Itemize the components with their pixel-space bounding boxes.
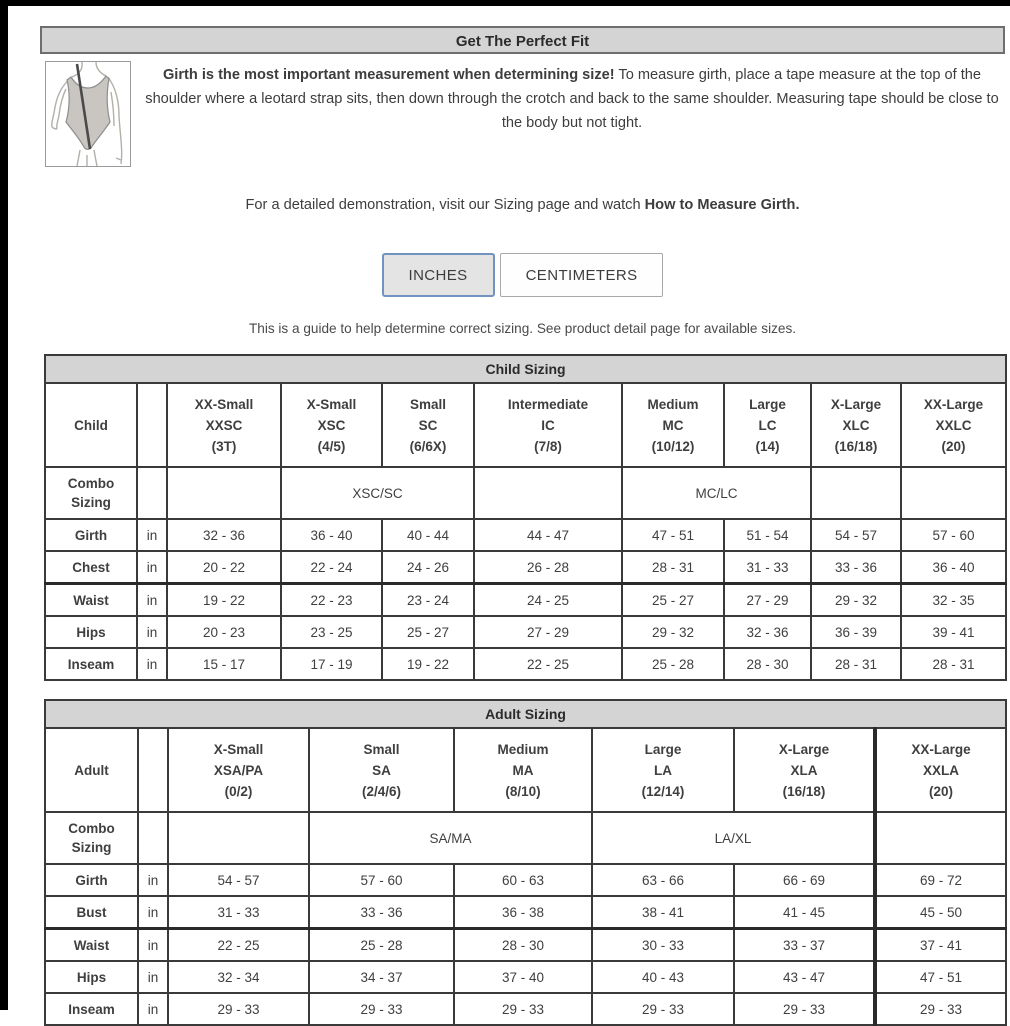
column-header-xsa-pa: [168, 728, 309, 812]
size-value: 24 - 26: [382, 551, 474, 584]
column-header-range: (2/4/6): [361, 783, 402, 799]
size-value: 66 - 69: [734, 864, 875, 896]
size-value: 33 - 36: [811, 551, 901, 584]
combo-blank: [167, 467, 281, 519]
size-value: 25 - 28: [309, 929, 454, 962]
size-value: 22 - 24: [281, 551, 382, 584]
size-value: 44 - 47: [474, 519, 622, 551]
demo-prefix: For a detailed demonstration, visit our Sizing page and watch: [245, 197, 645, 213]
size-value: 60 - 63: [454, 864, 592, 896]
column-header-code: SA: [372, 762, 391, 778]
size-value: 36 - 40: [281, 519, 382, 551]
size-value: 57 - 60: [309, 864, 454, 896]
size-value: 40 - 44: [382, 519, 474, 551]
size-value: 25 - 27: [382, 616, 474, 648]
size-value: 32 - 35: [901, 584, 1006, 617]
unit-cell: in: [138, 993, 168, 1025]
size-value: 29 - 33: [592, 993, 734, 1025]
combo-group-la-xl: LA/XL: [592, 812, 875, 864]
intro-text: [131, 61, 1005, 167]
unit-cell: in: [138, 961, 168, 993]
size-value: 34 - 37: [309, 961, 454, 993]
combo-unit-blank: [138, 812, 168, 864]
column-header-name: X-Large: [778, 741, 830, 757]
row-label-girth: Girth: [45, 864, 138, 896]
column-header-code: XLC: [842, 417, 870, 433]
size-value: 32 - 34: [168, 961, 309, 993]
column-header-xla: [734, 728, 875, 812]
size-value: 29 - 33: [168, 993, 309, 1025]
column-header-la: [592, 728, 734, 812]
combo-blank: [811, 467, 901, 519]
size-value: 47 - 51: [875, 961, 1006, 993]
column-header-ma: [454, 728, 592, 812]
size-value: 17 - 19: [281, 648, 382, 680]
column-header-range: (8/10): [505, 783, 541, 799]
size-value: 25 - 28: [622, 648, 724, 680]
column-header-range: (16/18): [782, 783, 826, 799]
size-value: 33 - 36: [309, 896, 454, 929]
column-header-name: Small: [363, 741, 400, 757]
size-value: 38 - 41: [592, 896, 734, 929]
column-header-code: LA: [654, 762, 672, 778]
size-value: 36 - 38: [454, 896, 592, 929]
column-header-range: (3T): [211, 438, 237, 454]
size-value: 37 - 41: [875, 929, 1006, 962]
unit-cell: in: [138, 864, 168, 896]
row-label-inseam: Inseam: [45, 648, 137, 680]
size-value: 28 - 31: [622, 551, 724, 584]
column-header-xxla: [875, 728, 1006, 812]
column-header-name: X-Large: [830, 396, 882, 412]
size-value: 69 - 72: [875, 864, 1006, 896]
page-content: [40, 26, 1006, 1026]
combo-unit-blank: [137, 467, 167, 519]
size-value: 54 - 57: [168, 864, 309, 896]
combo-group-sa-ma: SA/MA: [309, 812, 592, 864]
column-header-name: Small: [409, 396, 447, 412]
size-value: 28 - 31: [811, 648, 901, 680]
column-header-range: (0/2): [224, 783, 253, 799]
row-label-bust: Bust: [45, 896, 138, 929]
column-header-code: MC: [662, 417, 684, 433]
size-value: 31 - 33: [724, 551, 811, 584]
size-value: 19 - 22: [382, 648, 474, 680]
column-header-xxlc: [901, 383, 1006, 467]
size-value: 29 - 33: [309, 993, 454, 1025]
child-table-title: Child Sizing: [45, 355, 1006, 383]
column-header-lc: [724, 383, 811, 467]
unit-cell: in: [138, 896, 168, 929]
column-header-xxsc: [167, 383, 281, 467]
column-header-name: X-Small: [213, 741, 264, 757]
size-value: 29 - 33: [734, 993, 875, 1025]
size-value: 45 - 50: [875, 896, 1006, 929]
size-value: 36 - 39: [811, 616, 901, 648]
size-value: 23 - 24: [382, 584, 474, 617]
intro-body: To measure girth, place a tape measure at the top of the shoulder where a leotard strap sits, then down through the crotch and back to the same shoulder. Measuring tape should be close to the body but not tight.: [145, 67, 999, 131]
unit-cell: in: [138, 929, 168, 962]
size-value: 29 - 33: [875, 993, 1006, 1025]
size-value: 29 - 32: [622, 616, 724, 648]
size-value: 26 - 28: [474, 551, 622, 584]
column-header-range: (7/8): [534, 438, 562, 454]
size-value: 39 - 41: [901, 616, 1006, 648]
inches-button[interactable]: INCHES: [382, 253, 495, 297]
column-header-mc: [622, 383, 724, 467]
column-header-code: XSC: [317, 417, 346, 433]
unit-header-blank: [137, 383, 167, 467]
size-value: 30 - 33: [592, 929, 734, 962]
size-value: 37 - 40: [454, 961, 592, 993]
row-label-waist: Waist: [45, 584, 137, 617]
size-value: 28 - 31: [901, 648, 1006, 680]
column-header-xsc: [281, 383, 382, 467]
column-header-name: Intermediate: [507, 396, 589, 412]
column-header-sa: [309, 728, 454, 812]
row-label-hips: Hips: [45, 616, 137, 648]
adult-label: Adult: [45, 728, 138, 812]
size-value: 25 - 27: [622, 584, 724, 617]
column-header-code: MA: [512, 762, 534, 778]
size-value: 20 - 22: [167, 551, 281, 584]
combo-sizing-label: Combo Sizing: [45, 467, 137, 519]
column-header-range: (12/14): [641, 783, 685, 799]
size-value: 29 - 32: [811, 584, 901, 617]
column-header-code: XXLA: [923, 762, 960, 778]
column-header-range: (16/18): [834, 438, 878, 454]
size-value: 28 - 30: [724, 648, 811, 680]
column-header-code: LC: [758, 417, 777, 433]
column-header-name: X-Small: [306, 396, 357, 412]
column-header-code: SC: [418, 417, 438, 433]
column-header-range: (14): [755, 438, 780, 454]
size-value: 28 - 30: [454, 929, 592, 962]
size-value: 20 - 23: [167, 616, 281, 648]
size-value: 47 - 51: [622, 519, 724, 551]
row-label-waist: Waist: [45, 929, 138, 962]
column-header-range: (10/12): [651, 438, 695, 454]
size-value: 22 - 23: [281, 584, 382, 617]
size-value: 40 - 43: [592, 961, 734, 993]
row-label-inseam: Inseam: [45, 993, 138, 1025]
combo-group-mc-lc: MC/LC: [622, 467, 811, 519]
column-header-name: Large: [749, 396, 786, 412]
size-value: 51 - 54: [724, 519, 811, 551]
intro-section: [40, 61, 1005, 167]
sizing-note: This is a guide to help determine correct sizing. See product detail page for available sizes.: [248, 321, 797, 336]
size-value: 24 - 25: [474, 584, 622, 617]
child-label: Child: [45, 383, 137, 467]
size-value: 22 - 25: [168, 929, 309, 962]
unit-toggle: [40, 253, 1005, 297]
size-value: 63 - 66: [592, 864, 734, 896]
size-value: 15 - 17: [167, 648, 281, 680]
column-header-range: (20): [941, 438, 966, 454]
column-header-ic: [474, 383, 622, 467]
column-header-name: Medium: [497, 741, 549, 757]
intro-bold-lead: Girth is the most important measurement when determining size!: [162, 67, 615, 83]
row-label-chest: Chest: [45, 551, 137, 584]
column-header-range: (4/5): [317, 438, 346, 454]
combo-blank: [168, 812, 309, 864]
size-value: 19 - 22: [167, 584, 281, 617]
size-value: 27 - 29: [724, 584, 811, 617]
size-value: 41 - 45: [734, 896, 875, 929]
leotard-figure-icon: [46, 62, 130, 166]
column-header-code: IC: [541, 417, 555, 433]
size-value: 32 - 36: [167, 519, 281, 551]
column-header-name: Medium: [647, 396, 699, 412]
column-header-range: (6/6X): [409, 438, 447, 454]
size-value: 36 - 40: [901, 551, 1006, 584]
girth-measurement-illustration: [45, 61, 131, 167]
unit-cell: in: [137, 648, 167, 680]
row-label-girth: Girth: [45, 519, 137, 551]
size-value: 31 - 33: [168, 896, 309, 929]
size-value: 27 - 29: [474, 616, 622, 648]
column-header-name: XX-Large: [911, 741, 971, 757]
adult-table-title: Adult Sizing: [45, 700, 1006, 728]
size-value: 32 - 36: [724, 616, 811, 648]
size-value: 57 - 60: [901, 519, 1006, 551]
row-label-hips: Hips: [45, 961, 138, 993]
column-header-range: (20): [929, 783, 954, 799]
size-value: 43 - 47: [734, 961, 875, 993]
column-header-name: XX-Large: [923, 396, 984, 412]
demo-line: [40, 197, 1005, 213]
size-value: 22 - 25: [474, 648, 622, 680]
column-header-name: Large: [644, 741, 682, 757]
combo-blank: [474, 467, 622, 519]
combo-group-xsc-sc: XSC/SC: [281, 467, 474, 519]
size-value: 29 - 33: [454, 993, 592, 1025]
demo-bold: How to Measure Girth.: [644, 197, 800, 213]
size-value: 33 - 37: [734, 929, 875, 962]
column-header-sc: [382, 383, 474, 467]
combo-sizing-label: Combo Sizing: [45, 812, 138, 864]
unit-cell: in: [137, 519, 167, 551]
unit-header-blank: [138, 728, 168, 812]
column-header-code: XSA/PA: [213, 762, 264, 778]
size-value: 23 - 25: [281, 616, 382, 648]
column-header-code: XLA: [790, 762, 818, 778]
column-header-code: XXSC: [205, 417, 243, 433]
unit-cell: in: [137, 584, 167, 617]
adult-sizing-table: [44, 699, 1007, 1026]
size-value: 54 - 57: [811, 519, 901, 551]
page-title: Get The Perfect Fit: [40, 26, 1005, 54]
combo-blank: [901, 467, 1006, 519]
unit-cell: in: [137, 616, 167, 648]
column-header-name: XX-Small: [194, 396, 254, 412]
centimeters-button[interactable]: CENTIMETERS: [500, 253, 664, 297]
unit-cell: in: [137, 551, 167, 584]
column-header-code: XXLC: [935, 417, 972, 433]
combo-blank: [875, 812, 1006, 864]
child-sizing-table: [44, 354, 1007, 681]
column-header-xlc: [811, 383, 901, 467]
